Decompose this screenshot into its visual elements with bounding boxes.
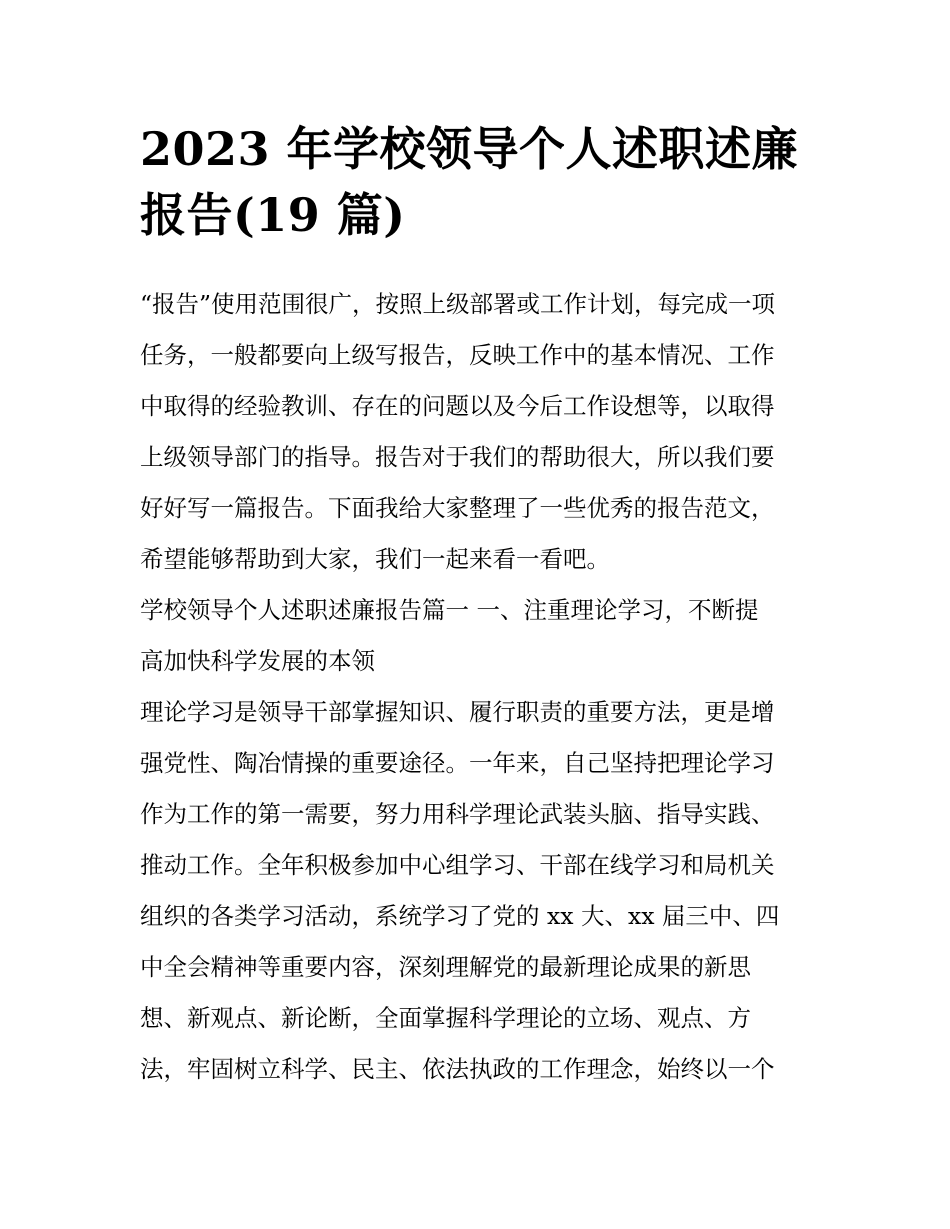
title-line: 报告(19 篇) [140, 188, 406, 242]
body-line: 中取得的经验教训、存在的问题以及今后工作设想等，以取得 [140, 392, 775, 420]
body-line: 作为工作的第一需要，努力用科学理论武装头脑、指导实践、 [140, 800, 775, 828]
section-heading-line: 高加快科学发展的本领 [140, 647, 375, 675]
body-line: 推动工作。全年积极参加中心组学习、干部在线学习和局机关 [140, 851, 775, 879]
section-heading-line: 学校领导个人述职述廉报告篇一 一、注重理论学习，不断提 [140, 596, 759, 624]
body-line: 法，牢固树立科学、民主、依法执政的工作理念，始终以一个 [140, 1055, 775, 1083]
body-line: 好好写一篇报告。下面我给大家整理了一些优秀的报告范文， [140, 494, 775, 522]
body-line: 希望能够帮助到大家，我们一起来看一看吧。 [140, 545, 610, 573]
document-title [140, 116, 820, 248]
body-line: 中全会精神等重要内容，深刻理解党的最新理论成果的新思 [140, 953, 751, 981]
body-line: “报告”使用范围很广，按照上级部署或工作计划，每完成一项 [140, 290, 776, 318]
body-line: 组织的各类学习活动，系统学习了党的 xx 大、xx 届三中、四 [140, 902, 780, 930]
body-line: 理论学习是领导干部掌握知识、履行职责的重要方法，更是增 [140, 698, 775, 726]
body-line: 任务，一般都要向上级写报告，反映工作中的基本情况、工作 [140, 341, 775, 369]
title-line: 2023 年学校领导个人述职述廉 [140, 122, 799, 176]
document-body [140, 279, 820, 1095]
body-line: 强党性、陶冶情操的重要途径。一年来，自己坚持把理论学习 [140, 749, 775, 777]
body-line: 上级领导部门的指导。报告对于我们的帮助很大，所以我们要 [140, 443, 775, 471]
body-line: 想、新观点、新论断，全面掌握科学理论的立场、观点、方 [140, 1004, 751, 1032]
